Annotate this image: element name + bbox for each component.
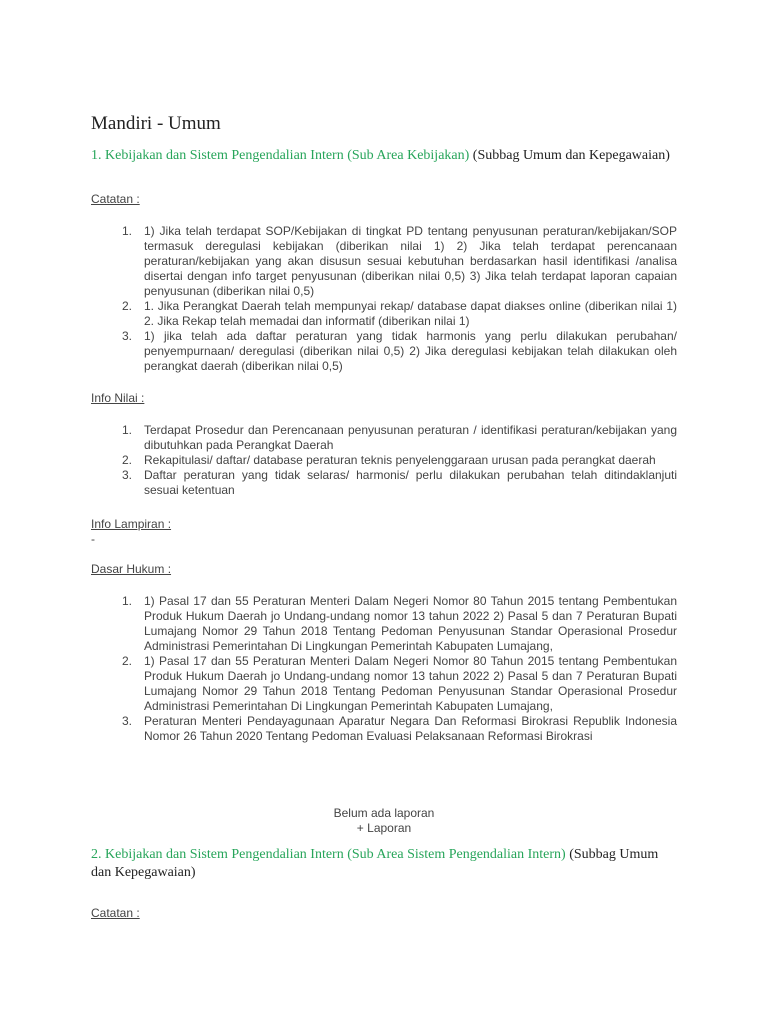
add-report-link[interactable]: + Laporan [356,821,412,835]
list-item-text: Daftar peraturan yang tidak selaras/ harmonis/ perlu dilakukan perubahan telah ditindaklanjuti sesuai ketentuan [144,468,677,497]
list-item-text: 1) Pasal 17 dan 55 Peraturan Menteri Dalam Negeri Nomor 80 Tahun 2015 tentang Pembentukan Produk Hukum Daerah jo Undang-undang nomor 13 tahun 2022 2) Pasal 5 dan 7 Peraturan Bupati Lumajang Nomor 29 Tahun 2018 Tentang Pedoman Penyusunan Standar Operasional Prosedur Administrasi Pemerintahan Di Lingkungan Pemerintah Kabupaten Lumajang, [144,654,677,713]
add-report-row [0,821,768,836]
list-item-text: 1) Jika telah terdapat SOP/Kebijakan di tingkat PD tentang penyusunan peraturan/kebijakan/SOP termasuk deregulasi kebijakan (diberikan nilai 1) 2) Jika telah terdapat perencanaan peraturan/kebijakan yang akan disusun sesuai kebutuhan berdasarkan hasil identifikasi /analisa disertai dengan info target penyusunan (diberikan nilai 0,5) 3) Jika telah terdapat laporan capaian penyusunan (diberikan nilai 0,5) [144,224,677,298]
info-nilai-list [122,423,677,498]
section-1-heading [91,147,681,165]
section-2-number: 2. [91,847,102,862]
section-2-catatan-label: Catatan : [91,906,140,920]
list-item-text: Peraturan Menteri Pendayagunaan Aparatur Negara Dan Reformasi Birokrasi Republik Indonesia Nomor 26 Tahun 2020 Tentang Pedoman Evaluasi Pelaksanaan Reformasi Birokrasi [144,714,677,743]
report-status: Belum ada laporan [333,806,435,820]
list-item [122,714,677,744]
section-1-link[interactable]: Kebijakan dan Sistem Pengendalian Intern (Sub Area Kebijakan) [105,148,470,163]
section-1-number: 1. [91,148,102,163]
section-2-unit: (Subbag Umum dan Kepegawaian) [91,847,659,880]
list-item [122,468,677,498]
list-item [122,329,677,374]
list-item [122,594,677,654]
info-lampiran-label: Info Lampiran : [91,517,172,531]
list-item-number: 3. [122,714,133,728]
list-item-number: 3. [122,329,133,343]
list-item-number: 1. [122,594,133,608]
list-item-number: 2. [122,453,133,467]
page-title: Mandiri - Umum [91,113,221,134]
list-item-number: 1. [122,224,133,238]
list-item [122,654,677,714]
catatan-label: Catatan : [91,192,140,206]
list-item-number: 2. [122,299,133,313]
info-nilai-label: Info Nilai : [91,391,145,405]
list-item-text: 1. Jika Perangkat Daerah telah mempunyai rekap/ database dapat diakses online (diberikan nilai 1) 2. Jika Rekap telah memadai dan informatif (diberikan nilai 1) [144,299,677,328]
dasar-hukum-label: Dasar Hukum : [91,562,172,576]
list-item [122,453,677,468]
info-lampiran-value: - [91,532,95,546]
list-item-text: 1) jika telah ada daftar peraturan yang tidak harmonis yang perlu dilakukan perubahan/ penyempurnaan/ deregulasi (diberikan nilai 0,5) 2) Jika deregulasi kebijakan telah dilakukan oleh perangkat daerah (diberikan nilai 0,5) [144,329,677,373]
list-item-number: 3. [122,468,133,482]
list-item [122,299,677,329]
section-1-unit: (Subbag Umum dan Kepegawaian) [472,148,670,163]
list-item-text: 1) Pasal 17 dan 55 Peraturan Menteri Dalam Negeri Nomor 80 Tahun 2015 tentang Pembentukan Produk Hukum Daerah jo Undang-undang nomor 13 tahun 2022 2) Pasal 5 dan 7 Peraturan Bupati Lumajang Nomor 29 Tahun 2018 Tentang Pedoman Penyusunan Standar Operasional Prosedur Administrasi Pemerintahan Di Lingkungan Pemerintah Kabupaten Lumajang, [144,594,677,653]
catatan-list [122,224,677,374]
list-item-number: 2. [122,654,133,668]
section-2-heading [91,846,681,882]
section-2-link[interactable]: Kebijakan dan Sistem Pengendalian Intern (Sub Area Sistem Pengendalian Intern) [105,847,566,862]
list-item [122,423,677,453]
dasar-hukum-list [122,594,677,744]
list-item-number: 1. [122,423,133,437]
list-item-text: Terdapat Prosedur dan Perencanaan penyusunan peraturan / identifikasi peraturan/kebijakan yang dibutuhkan pada Perangkat Daerah [144,423,677,452]
list-item-text: Rekapitulasi/ daftar/ database peraturan teknis penyelenggaraan urusan pada perangkat daerah [144,453,656,467]
list-item [122,224,677,299]
